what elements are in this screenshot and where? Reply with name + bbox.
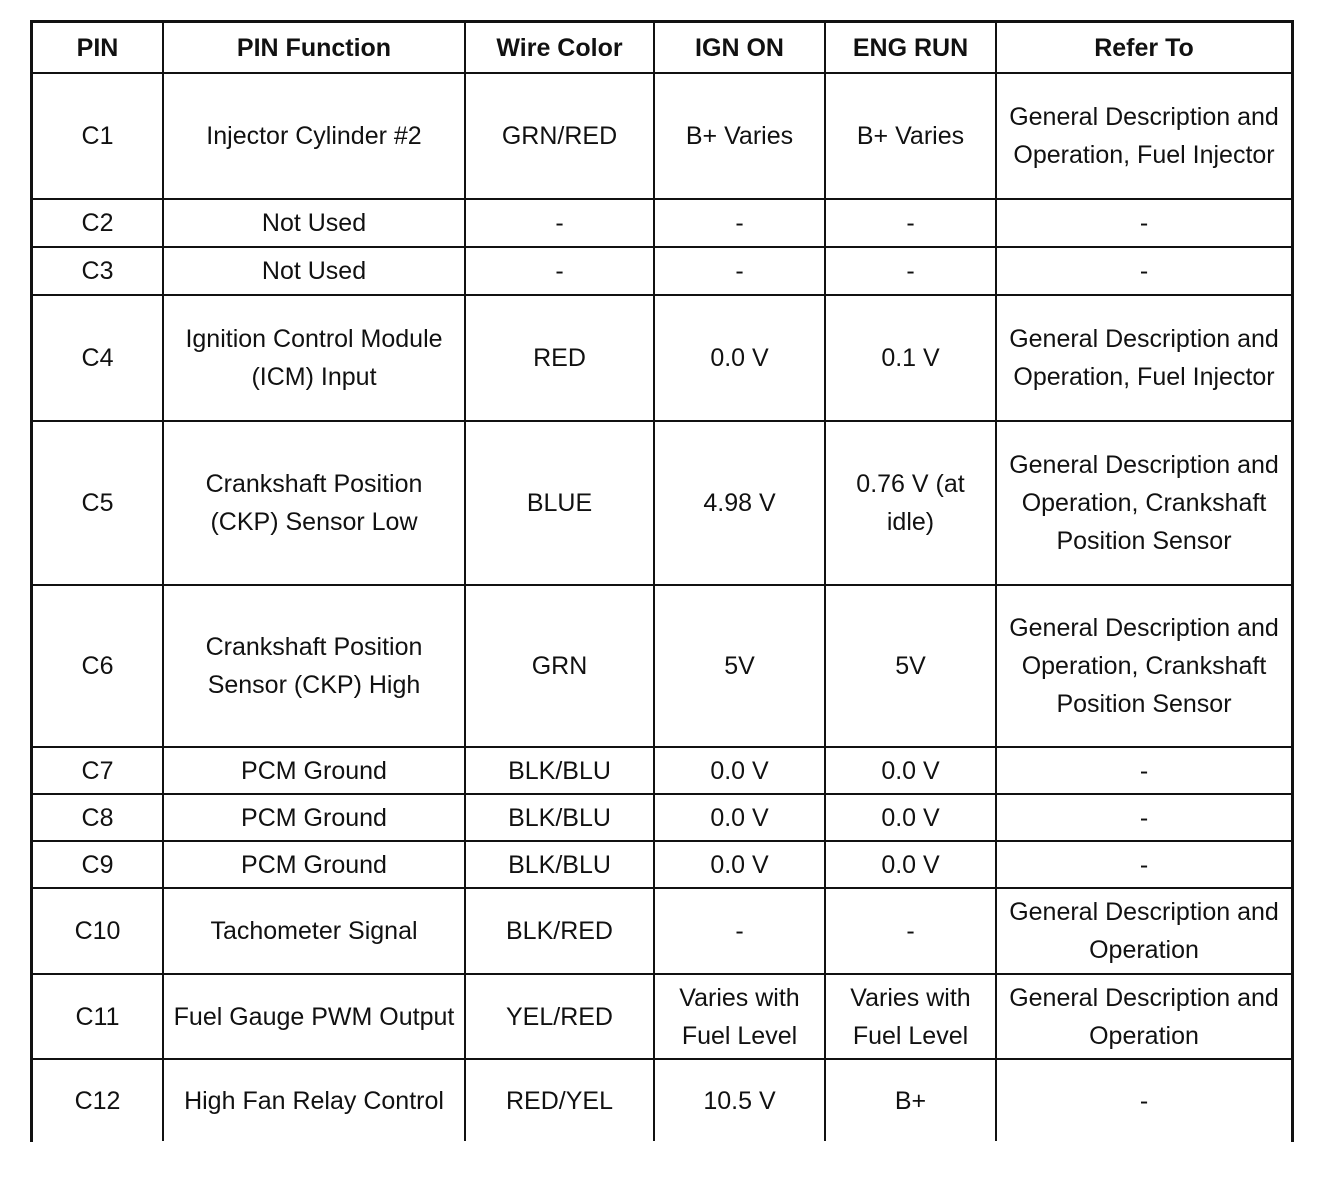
cell-ign-on: 0.0 V <box>654 747 825 794</box>
cell-refer-to: - <box>996 747 1291 794</box>
cell-refer-to: General Description and Operation <box>996 888 1291 974</box>
table-row <box>33 747 1291 794</box>
cell-eng-run: - <box>825 888 996 974</box>
cell-function: Injector Cylinder #2 <box>163 73 465 199</box>
col-header-ign-on: IGN ON <box>654 23 825 73</box>
cell-ign-on: Varies with Fuel Level <box>654 974 825 1059</box>
table-row <box>33 585 1291 747</box>
cell-pin: C10 <box>33 888 163 974</box>
cell-function: Ignition Control Module (ICM) Input <box>163 295 465 421</box>
cell-function: PCM Ground <box>163 794 465 841</box>
table-row <box>33 974 1291 1059</box>
cell-function: Fuel Gauge PWM Output <box>163 974 465 1059</box>
table-row <box>33 841 1291 888</box>
cell-function: High Fan Relay Control <box>163 1059 465 1141</box>
cell-ign-on: - <box>654 199 825 247</box>
cell-eng-run: 0.0 V <box>825 747 996 794</box>
cell-ign-on: 4.98 V <box>654 421 825 585</box>
cell-function: Not Used <box>163 199 465 247</box>
cell-pin: C4 <box>33 295 163 421</box>
cell-eng-run: Varies with Fuel Level <box>825 974 996 1059</box>
table-row <box>33 421 1291 585</box>
cell-pin: C1 <box>33 73 163 199</box>
cell-refer-to: General Description and Operation, Fuel Injector <box>996 73 1291 199</box>
cell-eng-run: 0.0 V <box>825 794 996 841</box>
cell-ign-on: - <box>654 888 825 974</box>
cell-wire-color: BLK/BLU <box>465 841 654 888</box>
cell-ign-on: 0.0 V <box>654 295 825 421</box>
cell-ign-on: 5V <box>654 585 825 747</box>
cell-pin: C6 <box>33 585 163 747</box>
col-header-eng-run: ENG RUN <box>825 23 996 73</box>
col-header-wire-color: Wire Color <box>465 23 654 73</box>
col-header-refer-to: Refer To <box>996 23 1291 73</box>
table-row <box>33 295 1291 421</box>
cell-pin: C3 <box>33 247 163 295</box>
cell-wire-color: - <box>465 247 654 295</box>
col-header-pin-function: PIN Function <box>163 23 465 73</box>
cell-wire-color: BLUE <box>465 421 654 585</box>
cell-function: PCM Ground <box>163 747 465 794</box>
cell-wire-color: YEL/RED <box>465 974 654 1059</box>
cell-refer-to: - <box>996 841 1291 888</box>
cell-eng-run: 0.1 V <box>825 295 996 421</box>
table-row <box>33 794 1291 841</box>
cell-ign-on: B+ Varies <box>654 73 825 199</box>
cell-ign-on: 0.0 V <box>654 841 825 888</box>
cell-function: Not Used <box>163 247 465 295</box>
pin-table <box>33 23 1291 1141</box>
cell-refer-to: General Description and Operation, Crankshaft Position Sensor <box>996 585 1291 747</box>
cell-eng-run: B+ Varies <box>825 73 996 199</box>
cell-wire-color: BLK/BLU <box>465 747 654 794</box>
table-row <box>33 247 1291 295</box>
header-row <box>33 23 1291 73</box>
col-header-pin: PIN <box>33 23 163 73</box>
cell-wire-color: BLK/RED <box>465 888 654 974</box>
cell-pin: C11 <box>33 974 163 1059</box>
cell-function: PCM Ground <box>163 841 465 888</box>
cell-wire-color: RED/YEL <box>465 1059 654 1141</box>
cell-refer-to: General Description and Operation, Fuel Injector <box>996 295 1291 421</box>
pin-table-container <box>30 20 1294 1142</box>
cell-pin: C8 <box>33 794 163 841</box>
table-row <box>33 1059 1291 1141</box>
cell-pin: C12 <box>33 1059 163 1141</box>
cell-function: Crankshaft Position (CKP) Sensor Low <box>163 421 465 585</box>
cell-eng-run: B+ <box>825 1059 996 1141</box>
cell-wire-color: BLK/BLU <box>465 794 654 841</box>
cell-pin: C5 <box>33 421 163 585</box>
cell-eng-run: 0.76 V (at idle) <box>825 421 996 585</box>
cell-wire-color: GRN/RED <box>465 73 654 199</box>
cell-eng-run: - <box>825 247 996 295</box>
cell-wire-color: - <box>465 199 654 247</box>
cell-pin: C7 <box>33 747 163 794</box>
table-row <box>33 888 1291 974</box>
cell-eng-run: 5V <box>825 585 996 747</box>
cell-ign-on: 0.0 V <box>654 794 825 841</box>
cell-function: Crankshaft Position Sensor (CKP) High <box>163 585 465 747</box>
cell-refer-to: - <box>996 247 1291 295</box>
cell-eng-run: 0.0 V <box>825 841 996 888</box>
table-row <box>33 73 1291 199</box>
cell-refer-to: General Description and Operation <box>996 974 1291 1059</box>
cell-refer-to: - <box>996 1059 1291 1141</box>
cell-wire-color: RED <box>465 295 654 421</box>
cell-pin: C2 <box>33 199 163 247</box>
cell-function: Tachometer Signal <box>163 888 465 974</box>
cell-eng-run: - <box>825 199 996 247</box>
table-row <box>33 199 1291 247</box>
cell-ign-on: - <box>654 247 825 295</box>
cell-refer-to: - <box>996 199 1291 247</box>
cell-refer-to: - <box>996 794 1291 841</box>
cell-ign-on: 10.5 V <box>654 1059 825 1141</box>
cell-pin: C9 <box>33 841 163 888</box>
cell-refer-to: General Description and Operation, Crankshaft Position Sensor <box>996 421 1291 585</box>
cell-wire-color: GRN <box>465 585 654 747</box>
